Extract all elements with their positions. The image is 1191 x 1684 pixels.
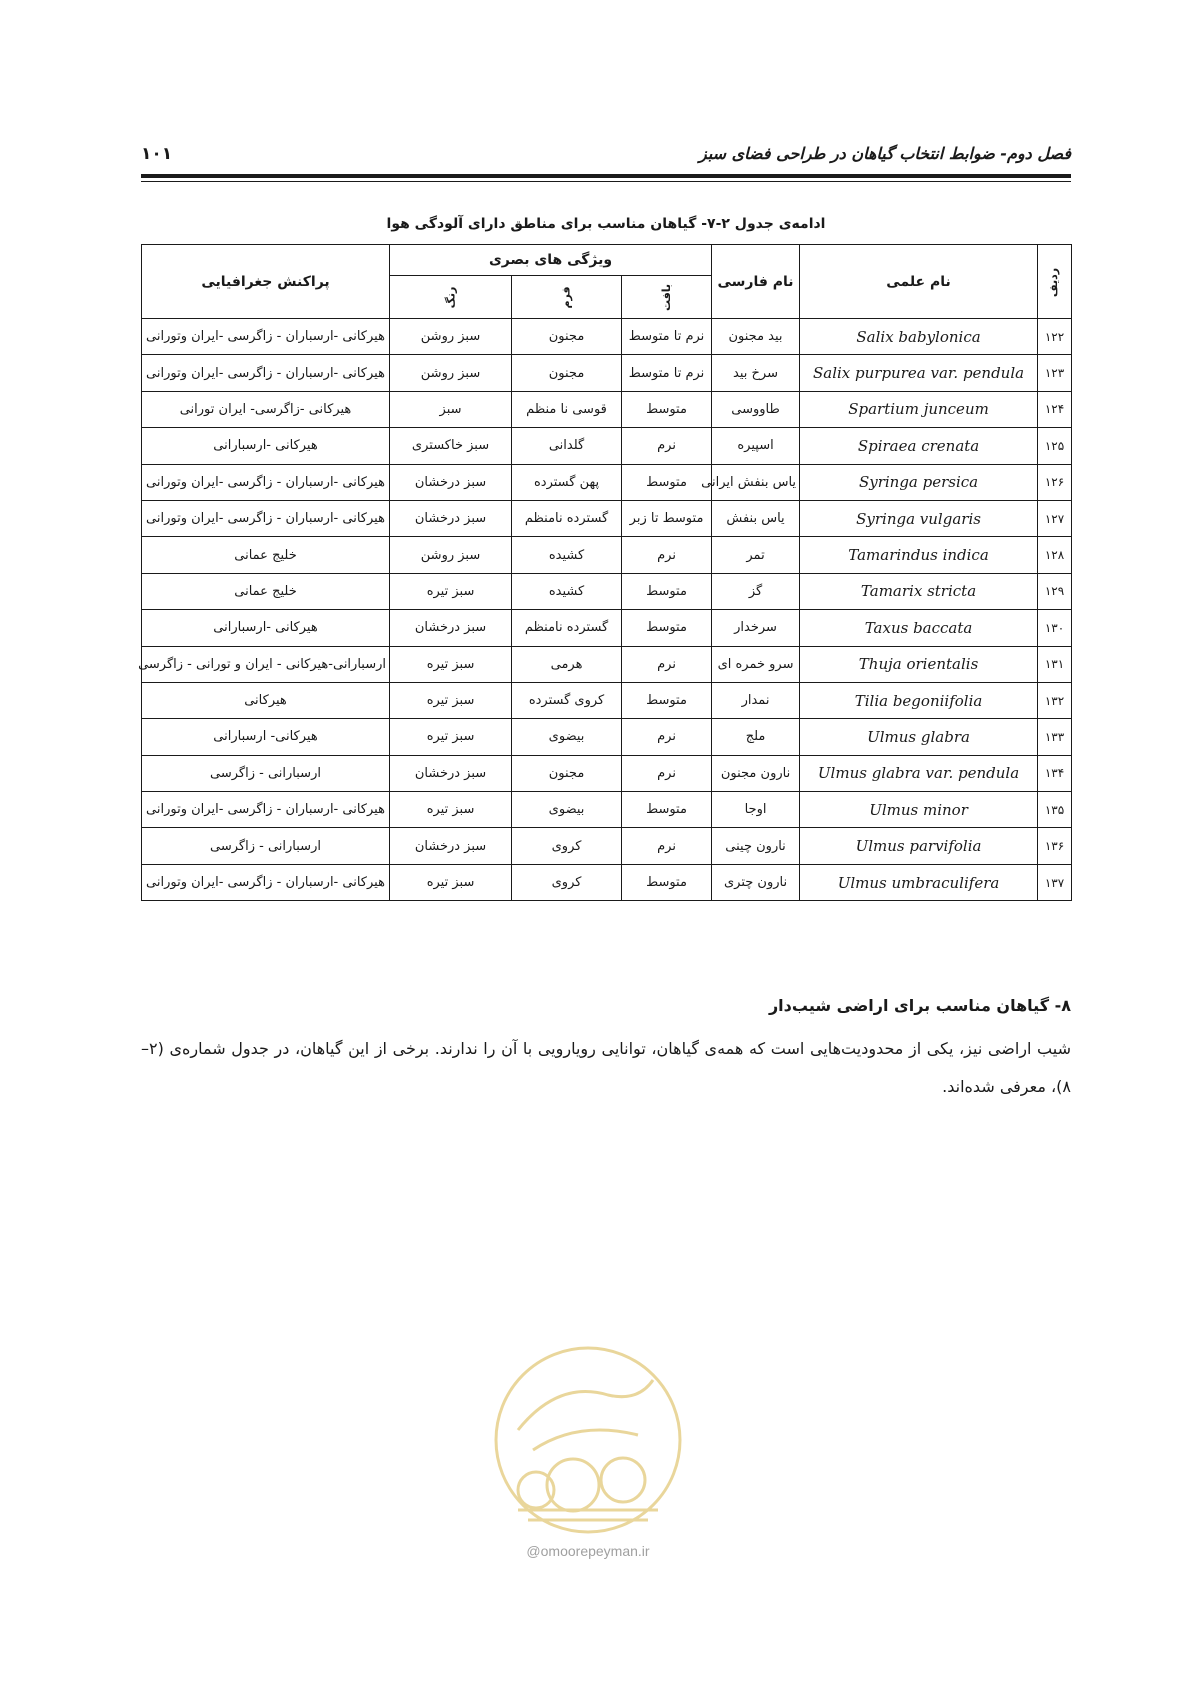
texture-cell: متوسط — [622, 464, 712, 500]
scientific-name-cell: Spiraea crenata — [800, 428, 1038, 464]
color-cell: سبز درخشان — [390, 610, 512, 646]
form-cell: کروی گسترده — [512, 682, 622, 718]
color-cell: سبز روشن — [390, 355, 512, 391]
texture-cell: متوسط — [622, 391, 712, 427]
persian-name-cell: نارون چینی — [712, 828, 800, 864]
row-number-cell: ۱۲۷ — [1038, 500, 1072, 536]
distribution-cell: ارسبارانی - زاگرسی — [142, 755, 390, 791]
scientific-name-cell: Ulmus glabra — [800, 719, 1038, 755]
distribution-cell: هیرکانی- ارسبارانی — [142, 719, 390, 755]
header-texture: بافت — [622, 276, 712, 319]
texture-cell: متوسط — [622, 864, 712, 900]
texture-cell: نرم — [622, 719, 712, 755]
page-header — [141, 140, 1071, 170]
row-number-cell: ۱۳۶ — [1038, 828, 1072, 864]
distribution-cell: هیرکانی -ارسباران - زاگرسی -ایران وتورانی — [142, 319, 390, 355]
texture-cell: نرم — [622, 428, 712, 464]
form-cell: کروی — [512, 864, 622, 900]
form-cell: مجنون — [512, 319, 622, 355]
header-rule-thick — [141, 174, 1071, 178]
section-heading: ۸- گیاهان مناسب برای اراضی شیب‌دار — [768, 996, 1071, 1015]
row-number-cell: ۱۲۳ — [1038, 355, 1072, 391]
persian-name-cell: یاس بنفش — [712, 500, 800, 536]
table-row — [142, 792, 1072, 828]
header-persian-name: نام فارسی — [712, 245, 800, 319]
texture-cell: نرم — [622, 646, 712, 682]
distribution-cell: هیرکانی -ارسبارانی — [142, 428, 390, 464]
distribution-cell: خلیج عمانی — [142, 573, 390, 609]
row-number-cell: ۱۲۴ — [1038, 391, 1072, 427]
color-cell: سبز درخشان — [390, 500, 512, 536]
color-cell: سبز روشن — [390, 319, 512, 355]
row-number-cell: ۱۲۹ — [1038, 573, 1072, 609]
table-row — [142, 428, 1072, 464]
form-cell: گسترده نامنظم — [512, 500, 622, 536]
form-cell: هرمی — [512, 646, 622, 682]
scientific-name-cell: Salix babylonica — [800, 319, 1038, 355]
row-number-cell: ۱۳۲ — [1038, 682, 1072, 718]
distribution-cell: ارسبارانی-هیرکانی - ایران و تورانی - زاگرسی — [142, 646, 390, 682]
distribution-cell: هیرکانی -ارسباران - زاگرسی -ایران وتورانی — [142, 464, 390, 500]
distribution-cell: ارسبارانی - زاگرسی — [142, 828, 390, 864]
color-cell: سبز تیره — [390, 719, 512, 755]
persian-name-cell: بید مجنون — [712, 319, 800, 355]
persian-name-cell: سرخ بید — [712, 355, 800, 391]
table-row — [142, 682, 1072, 718]
distribution-cell: خلیج عمانی — [142, 537, 390, 573]
table-row — [142, 828, 1072, 864]
table-row — [142, 573, 1072, 609]
row-number-cell: ۱۳۰ — [1038, 610, 1072, 646]
distribution-cell: هیرکانی -ارسباران - زاگرسی -ایران وتورانی — [142, 500, 390, 536]
texture-cell: نرم تا متوسط — [622, 319, 712, 355]
persian-name-cell: نارون مجنون — [712, 755, 800, 791]
row-number-cell: ۱۲۸ — [1038, 537, 1072, 573]
form-cell: کشیده — [512, 537, 622, 573]
texture-cell: نرم تا متوسط — [622, 355, 712, 391]
form-cell: پهن گسترده — [512, 464, 622, 500]
persian-name-cell: نمدار — [712, 682, 800, 718]
form-cell: مجنون — [512, 355, 622, 391]
persian-name-cell: طاووسی — [712, 391, 800, 427]
scientific-name-cell: Tamarix stricta — [800, 573, 1038, 609]
plants-table — [138, 244, 1072, 901]
distribution-cell: هیرکانی -ارسباران - زاگرسی -ایران وتورانی — [142, 355, 390, 391]
table-row — [142, 864, 1072, 900]
row-number-cell: ۱۳۱ — [1038, 646, 1072, 682]
distribution-cell: هیرکانی -ارسباران - زاگرسی -ایران وتورانی — [142, 864, 390, 900]
form-cell: گسترده نامنظم — [512, 610, 622, 646]
texture-cell: متوسط — [622, 792, 712, 828]
watermark-url: @omoorepeyman.ir — [526, 1543, 650, 1559]
distribution-cell: هیرکانی — [142, 682, 390, 718]
form-cell: بیضوی — [512, 792, 622, 828]
table-row — [142, 610, 1072, 646]
color-cell: سبز — [390, 391, 512, 427]
scientific-name-cell: Thuja orientalis — [800, 646, 1038, 682]
table-row — [142, 319, 1072, 355]
row-number-cell: ۱۲۲ — [1038, 319, 1072, 355]
form-cell: قوسی نا منظم — [512, 391, 622, 427]
publisher-seal-icon — [488, 1340, 688, 1540]
color-cell: سبز درخشان — [390, 464, 512, 500]
color-cell: سبز تیره — [390, 573, 512, 609]
persian-name-cell: تمر — [712, 537, 800, 573]
texture-cell: متوسط — [622, 682, 712, 718]
persian-name-cell: اوجا — [712, 792, 800, 828]
scientific-name-cell: Syringa vulgaris — [800, 500, 1038, 536]
persian-name-cell: سرخدار — [712, 610, 800, 646]
form-cell: مجنون — [512, 755, 622, 791]
row-number-cell: ۱۳۷ — [1038, 864, 1072, 900]
persian-name-cell: ملج — [712, 719, 800, 755]
persian-name-cell: یاس بنفش ایرانی — [712, 464, 800, 500]
persian-name-cell: نارون چتری — [712, 864, 800, 900]
table-row — [142, 464, 1072, 500]
header-rule-thin — [141, 181, 1071, 182]
texture-cell: متوسط — [622, 610, 712, 646]
color-cell: سبز درخشان — [390, 828, 512, 864]
color-cell: سبز تیره — [390, 864, 512, 900]
color-cell: سبز تیره — [390, 646, 512, 682]
header-scientific-name: نام علمی — [800, 245, 1038, 319]
header-row-number: ردیف — [1038, 245, 1072, 319]
header-visual-features: ویژگی های بصری — [390, 245, 712, 276]
header-color: رنگ — [390, 276, 512, 319]
table-row — [142, 391, 1072, 427]
color-cell: سبز درخشان — [390, 755, 512, 791]
body-paragraph: شیب اراضی نیز، یکی از محدودیت‌هایی است که همه‌ی گیاهان، توانایی رویارویی با آن را ندارند. برخی از این گیاهان، در جدول شماره‌ی (۲–۸)، معرفی شده‌اند. — [141, 1039, 1071, 1096]
distribution-cell: هیرکانی -ارسباران - زاگرسی -ایران وتورانی — [142, 792, 390, 828]
table-caption: ادامه‌ی جدول ۲-۷- گیاهان مناسب برای مناطق دارای آلودگی هوا — [386, 216, 826, 232]
row-number-cell: ۱۳۵ — [1038, 792, 1072, 828]
header-distribution: پراکنش جغرافیایی — [142, 245, 390, 319]
table-row — [142, 537, 1072, 573]
scientific-name-cell: Ulmus minor — [800, 792, 1038, 828]
chapter-title: فصل دوم- ضوابط انتخاب گیاهان در طراحی فضای سبز — [699, 144, 1071, 163]
form-cell: کروی — [512, 828, 622, 864]
header-form: فرم — [512, 276, 622, 319]
scientific-name-cell: Taxus baccata — [800, 610, 1038, 646]
distribution-cell: هیرکانی -ارسبارانی — [142, 610, 390, 646]
color-cell: سبز تیره — [390, 792, 512, 828]
scientific-name-cell: Salix purpurea var. pendula — [800, 355, 1038, 391]
form-cell: کشیده — [512, 573, 622, 609]
texture-cell: نرم — [622, 755, 712, 791]
color-cell: سبز روشن — [390, 537, 512, 573]
table-row — [142, 646, 1072, 682]
distribution-cell: هیرکانی -زاگرسی- ایران تورانی — [142, 391, 390, 427]
persian-name-cell: اسپیره — [712, 428, 800, 464]
texture-cell: نرم — [622, 828, 712, 864]
color-cell: سبز تیره — [390, 682, 512, 718]
row-number-cell: ۱۳۳ — [1038, 719, 1072, 755]
scientific-name-cell: Ulmus umbraculifera — [800, 864, 1038, 900]
scientific-name-cell: Ulmus glabra var. pendula — [800, 755, 1038, 791]
texture-cell: متوسط — [622, 573, 712, 609]
table-row — [142, 355, 1072, 391]
table-row — [142, 719, 1072, 755]
scientific-name-cell: Ulmus parvifolia — [800, 828, 1038, 864]
scientific-name-cell: Tilia begoniifolia — [800, 682, 1038, 718]
row-number-cell: ۱۳۴ — [1038, 755, 1072, 791]
color-cell: سبز خاکستری — [390, 428, 512, 464]
table-body — [138, 319, 1072, 901]
scientific-name-cell: Spartium junceum — [800, 391, 1038, 427]
form-cell: گلدانی — [512, 428, 622, 464]
row-number-cell: ۱۲۶ — [1038, 464, 1072, 500]
texture-cell: متوسط تا زبر — [622, 500, 712, 536]
scientific-name-cell: Tamarindus indica — [800, 537, 1038, 573]
texture-cell: نرم — [622, 537, 712, 573]
persian-name-cell: گز — [712, 573, 800, 609]
persian-name-cell: سرو خمره ای — [712, 646, 800, 682]
table-row — [142, 500, 1072, 536]
table-row — [142, 755, 1072, 791]
form-cell: بیضوی — [512, 719, 622, 755]
page-number: ۱۰۱ — [141, 144, 173, 164]
row-number-cell: ۱۲۵ — [1038, 428, 1072, 464]
scientific-name-cell: Syringa persica — [800, 464, 1038, 500]
